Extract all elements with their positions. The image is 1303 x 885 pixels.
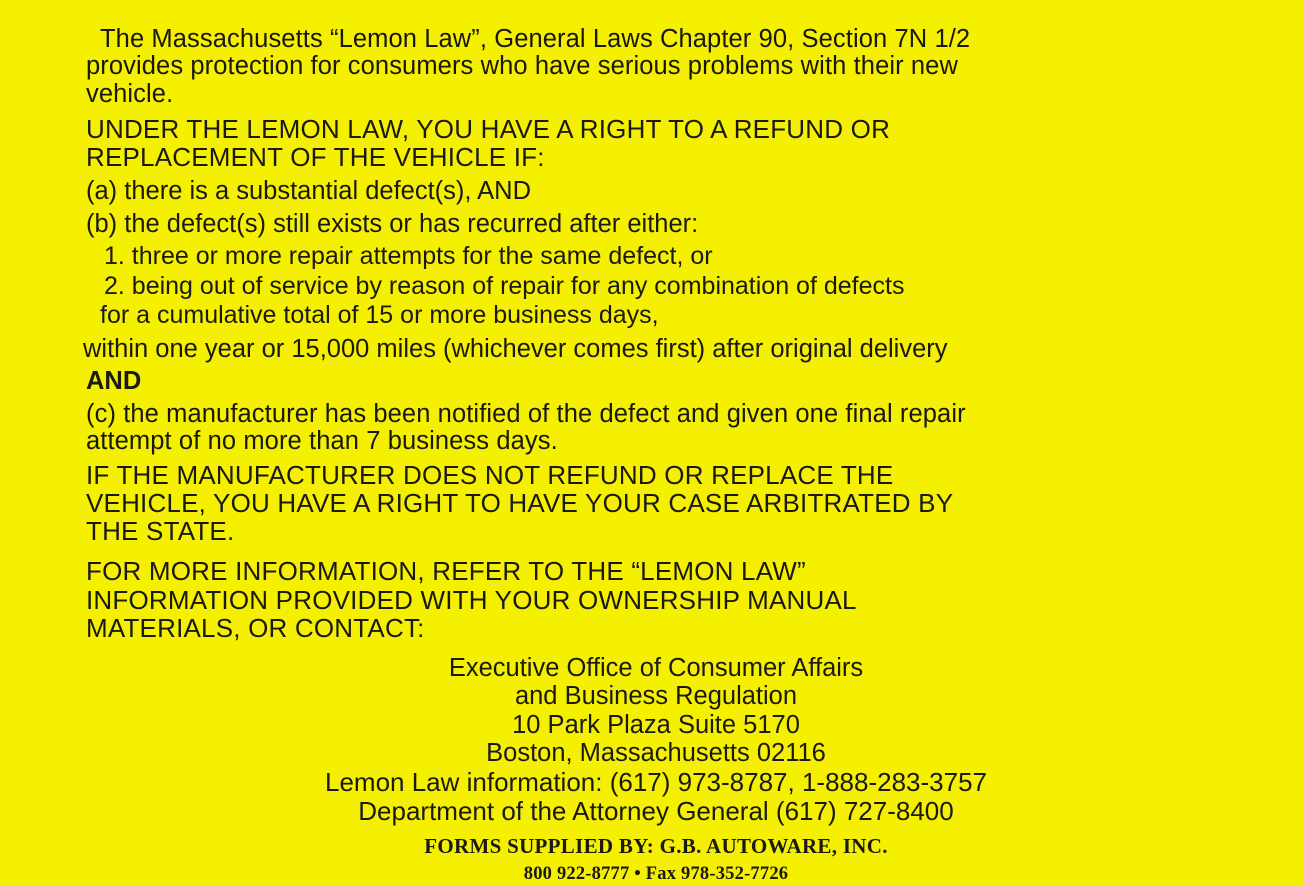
heading-more-info-line-3: MATERIALS, OR CONTACT: xyxy=(86,612,425,643)
intro-line-3: vehicle. xyxy=(86,79,174,108)
heading-more-info-line-2: INFORMATION PROVIDED WITH YOUR OWNERSHIP MANUAL xyxy=(86,584,857,615)
item-b-2: 2. being out of service by reason of repair for any combination of defects xyxy=(104,271,905,300)
heading-rights-line-2: REPLACEMENT OF THE VEHICLE IF: xyxy=(86,141,545,172)
heading-arbitration xyxy=(86,461,1226,545)
item-a: (a) there is a substantial defect(s), AND xyxy=(86,177,532,205)
intro-line-2: provides protection for consumers who have serious problems with their new xyxy=(86,52,958,81)
intro-line-1: The Massachusetts “Lemon Law”, General Laws Chapter 90, Section 7N 1/2 xyxy=(100,25,971,53)
heading-rights xyxy=(86,115,1226,171)
footer-contact: 800 922-8777 • Fax 978-352-7726 xyxy=(523,864,789,885)
heading-rights-line-1: UNDER THE LEMON LAW, YOU HAVE A RIGHT TO A REFUND OR xyxy=(86,113,891,144)
heading-arbitration-line-1: IF THE MANUFACTURER DOES NOT REFUND OR REPLACE THE xyxy=(86,460,894,491)
item-c xyxy=(86,401,1226,456)
item-c-line-2: attempt of no more than 7 business days. xyxy=(86,426,558,455)
lemon-law-info-phone: Lemon Law information: (617) 973-8787, 1-888-283-3757 xyxy=(325,766,987,797)
contact-block xyxy=(86,654,1226,826)
contact-org-line-1: Executive Office of Consumer Affairs xyxy=(448,653,864,682)
document-body xyxy=(83,25,1226,885)
footer-supplier: FORMS SUPPLIED BY: G.B. AUTOWARE, INC. xyxy=(424,834,888,859)
attorney-general-phone: Department of the Attorney General (617) 727-8400 xyxy=(358,796,954,827)
heading-more-info xyxy=(86,557,1226,641)
item-b-2-continued: for a cumulative total of 15 or more business days, xyxy=(100,301,659,330)
item-c-line-1: (c) the manufacturer has been notified of the defect and given one final repair xyxy=(86,399,966,428)
intro-paragraph xyxy=(86,26,1226,108)
within-clause: within one year or 15,000 miles (whichever comes first) after original delivery xyxy=(83,334,948,363)
heading-arbitration-line-3: THE STATE. xyxy=(86,516,235,547)
contact-city-state-zip: Boston, Massachusetts 02116 xyxy=(486,739,826,768)
contact-address: 10 Park Plaza Suite 5170 xyxy=(512,710,800,739)
heading-arbitration-line-2: VEHICLE, YOU HAVE A RIGHT TO HAVE YOUR CASE ARBITRATED BY xyxy=(86,488,954,519)
item-b-1: 1. three or more repair attempts for the same defect, or xyxy=(104,242,713,271)
and-connector: AND xyxy=(86,366,142,395)
item-b: (b) the defect(s) still exists or has recurred after either: xyxy=(86,210,699,239)
contact-org-line-2: and Business Regulation xyxy=(514,682,798,711)
heading-more-info-line-1: FOR MORE INFORMATION, REFER TO THE “LEMON LAW” xyxy=(86,556,806,587)
